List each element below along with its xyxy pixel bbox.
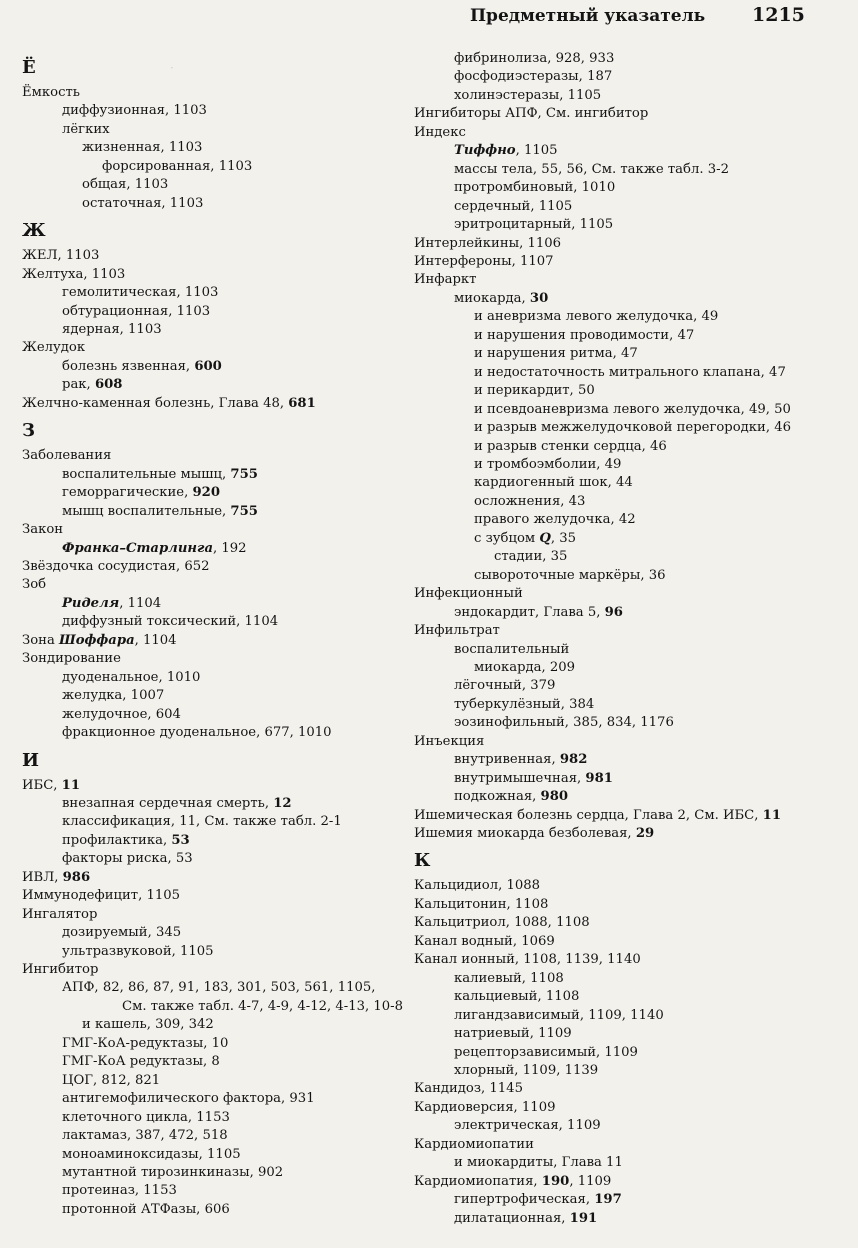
index-entry: миокарда, 209	[474, 659, 576, 675]
index-entry: протеиназ, 1153	[62, 1183, 177, 1199]
section-letter: Ж	[22, 220, 46, 242]
index-entry: рецепторзависимый, 1109	[454, 1044, 638, 1060]
running-title: Предметный указатель	[470, 6, 706, 26]
page-header	[0, 0, 858, 34]
index-entry: Ингалятор	[22, 906, 98, 922]
index-entry: мутантной тирозинкиназы, 902	[62, 1165, 284, 1181]
index-entry: фосфодиэстеразы, 187	[454, 69, 613, 85]
index-entry: эндокардит, Глава 5, 96	[454, 604, 623, 620]
index-entry: Ингибитор	[22, 962, 99, 978]
index-entry: стадии, 35	[494, 549, 568, 565]
index-entry: общая, 1103	[82, 177, 169, 193]
index-entry: болезнь язвенная, 600	[62, 358, 222, 374]
index-entry: профилактика, 53	[62, 832, 190, 848]
index-entry: туберкулёзный, 384	[454, 696, 595, 712]
index-entry: и нарушения проводимости, 47	[474, 327, 695, 343]
index-entry: Кандидоз, 1145	[414, 1081, 523, 1097]
index-entry: Желтуха, 1103	[22, 266, 126, 282]
section-letter: И	[22, 749, 40, 771]
index-entry: фракционное дуоденальное, 677, 1010	[62, 725, 332, 741]
index-entry: остаточная, 1103	[82, 195, 204, 211]
index-entry: и псевдоаневризма левого желудочка, 49, 50	[474, 401, 791, 417]
index-entry: Кальцидиол, 1088	[414, 878, 541, 894]
index-entry: Кардиомиопатия, 190, 1109	[414, 1173, 612, 1189]
index-entry: электрическая, 1109	[454, 1118, 601, 1134]
index-column-right	[414, 50, 844, 1228]
index-entry: факторы риска, 53	[62, 851, 193, 867]
index-entry: и разрыв межжелудочковой перегородки, 46	[474, 420, 791, 436]
index-entry: ЖЕЛ, 1103	[22, 248, 100, 264]
index-entry: Франка–Старлинга, 192	[62, 540, 247, 556]
index-entry: дозируемый, 345	[62, 925, 182, 941]
index-entry: воспалительный	[454, 641, 570, 657]
index-entry: ультразвуковой, 1105	[62, 943, 214, 959]
index-entry: Кальцитриол, 1088, 1108	[414, 915, 590, 931]
index-entry: воспалительные мышц, 755	[62, 466, 258, 482]
index-entry: гемолитическая, 1103	[62, 285, 219, 301]
index-entry: гипертрофическая, 197	[454, 1192, 622, 1208]
index-entry: дуоденальное, 1010	[62, 669, 201, 685]
index-entry: эозинофильный, 385, 834, 1176	[454, 715, 674, 731]
index-entry: форсированная, 1103	[102, 158, 253, 174]
index-entry: Инфаркт	[414, 272, 477, 288]
index-entry: ИВЛ, 986	[22, 869, 91, 885]
index-entry: Ингибиторы АПФ, См. ингибитор	[414, 106, 649, 122]
index-entry: антигемофилического фактора, 931	[62, 1091, 315, 1107]
index-entry: миокарда, 30	[454, 290, 549, 306]
index-entry: жизненная, 1103	[82, 140, 203, 156]
index-entry: и миокардиты, Глава 11	[454, 1155, 623, 1171]
index-entry: и аневризма левого желудочка, 49	[474, 309, 719, 325]
index-entry: Индекс	[414, 124, 466, 140]
index-entry: Инъекция	[414, 733, 485, 749]
index-entry: лактамаз, 387, 472, 518	[62, 1128, 228, 1144]
index-column-left	[22, 50, 412, 1219]
index-entry: Канал ионный, 1108, 1139, 1140	[414, 952, 641, 968]
index-entry: кардиогенный шок, 44	[474, 475, 633, 491]
index-entry: кальциевый, 1108	[454, 989, 580, 1005]
index-entry: и тромбоэмболии, 49	[474, 456, 622, 472]
index-entry: Кардиоверсия, 1109	[414, 1099, 556, 1115]
index-entry: и разрыв стенки сердца, 46	[474, 438, 667, 454]
index-entry: внезапная сердечная смерть, 12	[62, 795, 292, 811]
index-entry: Зоб	[22, 577, 47, 593]
index-entry: Интерфероны, 1107	[414, 253, 554, 269]
bleed-through-text: ·	[170, 61, 174, 75]
index-entry: Инфекционный	[414, 586, 523, 602]
index-entry: Ишемическая болезнь сердца, Глава 2, См. ИБС, 11	[414, 807, 782, 823]
index-entry: натриевый, 1109	[454, 1026, 572, 1042]
index-entry: Риделя, 1104	[62, 595, 162, 611]
index-entry: лигандзависимый, 1109, 1140	[454, 1007, 664, 1023]
index-entry: Зона Шоффара, 1104	[22, 632, 177, 648]
index-entry: Кальцитонин, 1108	[414, 896, 549, 912]
index-entry: Интерлейкины, 1106	[414, 235, 562, 251]
index-entry: диффузный токсический, 1104	[62, 614, 279, 630]
index-entry: Ёмкость	[22, 85, 80, 100]
index-entry: дилатационная, 191	[454, 1210, 598, 1226]
section-letter: К	[414, 850, 431, 872]
section-letter: З	[22, 420, 35, 442]
index-entry: хлорный, 1109, 1139	[454, 1063, 599, 1079]
index-entry: лёгких	[62, 121, 110, 137]
index-entry: Инфильтрат	[414, 623, 500, 639]
index-entry: Тиффно, 1105	[454, 143, 558, 159]
index-entry: и недостаточность митрального клапана, 47	[474, 364, 786, 380]
index-entry: Иммунодефицит, 1105	[22, 888, 181, 904]
index-entry: и нарушения ритма, 47	[474, 346, 638, 362]
index-entry: Желудок	[22, 340, 86, 356]
index-entry: и перикардит, 50	[474, 383, 595, 399]
index-entry: правого желудочка, 42	[474, 512, 636, 528]
index-entry: осложнения, 43	[474, 493, 586, 509]
index-entry: Ишемия миокарда безболевая, 29	[414, 826, 655, 842]
index-entry: протонной АТФазы, 606	[62, 1201, 230, 1217]
index-entry: диффузионная, 1103	[62, 103, 207, 119]
index-entry: классификация, 11, См. также табл. 2-1	[62, 814, 342, 830]
index-entry: ГМГ-КоА редуктазы, 8	[62, 1054, 220, 1070]
section-letter: Ё	[22, 57, 36, 78]
index-entry: протромбиновый, 1010	[454, 180, 616, 196]
index-entry: ядерная, 1103	[62, 321, 162, 337]
index-entry: желудка, 1007	[62, 688, 165, 704]
index-entry: Закон	[22, 522, 64, 538]
index-entry: сердечный, 1105	[454, 198, 573, 214]
index-entry: Зондирование	[22, 651, 121, 667]
index-entry: обтурационная, 1103	[62, 303, 211, 319]
index-entry: Заболевания	[22, 448, 112, 464]
index-entry: фибринолиза, 928, 933	[454, 51, 615, 66]
index-entry: лёгочный, 379	[454, 678, 556, 694]
index-entry: Желчно-каменная болезнь, Глава 48, 681	[22, 395, 316, 411]
index-entry: сывороточные маркёры, 36	[474, 567, 666, 583]
page-number: 1215	[752, 4, 805, 26]
index-entry: См. также табл. 4-7, 4-9, 4-12, 4-13, 10-8	[122, 998, 404, 1014]
index-entry: Звёздочка сосудистая, 652	[22, 558, 210, 574]
index-entry: холинэстеразы, 1105	[454, 87, 602, 103]
index-entry: эритроцитарный, 1105	[454, 217, 614, 233]
index-entry: ЦОГ, 812, 821	[62, 1072, 161, 1088]
index-entry: АПФ, 82, 86, 87, 91, 183, 301, 503, 561, 1105,	[62, 980, 376, 996]
index-entry: с зубцом Q, 35	[474, 530, 577, 546]
index-entry: Канал водный, 1069	[414, 933, 555, 949]
index-entry: внутривенная, 982	[454, 752, 588, 768]
index-entry: мышц воспалительные, 755	[62, 503, 258, 519]
index-entry: моноаминоксидазы, 1105	[62, 1146, 241, 1162]
index-entry: подкожная, 980	[454, 789, 569, 805]
index-entry: ИБС, 11	[22, 777, 81, 793]
index-entry: клеточного цикла, 1153	[62, 1109, 230, 1125]
index-entry: массы тела, 55, 56, См. также табл. 3-2	[454, 161, 729, 177]
index-entry: и кашель, 309, 342	[82, 1017, 214, 1033]
index-entry: желудочное, 604	[62, 706, 181, 722]
index-entry: ГМГ-КоА-редуктазы, 10	[62, 1035, 229, 1051]
index-entry: внутримышечная, 981	[454, 770, 613, 786]
index-entry: калиевый, 1108	[454, 970, 564, 986]
index-entry: геморрагические, 920	[62, 485, 221, 501]
index-entry: рак, 608	[62, 377, 123, 393]
index-entry: Кардиомиопатии	[414, 1136, 534, 1152]
